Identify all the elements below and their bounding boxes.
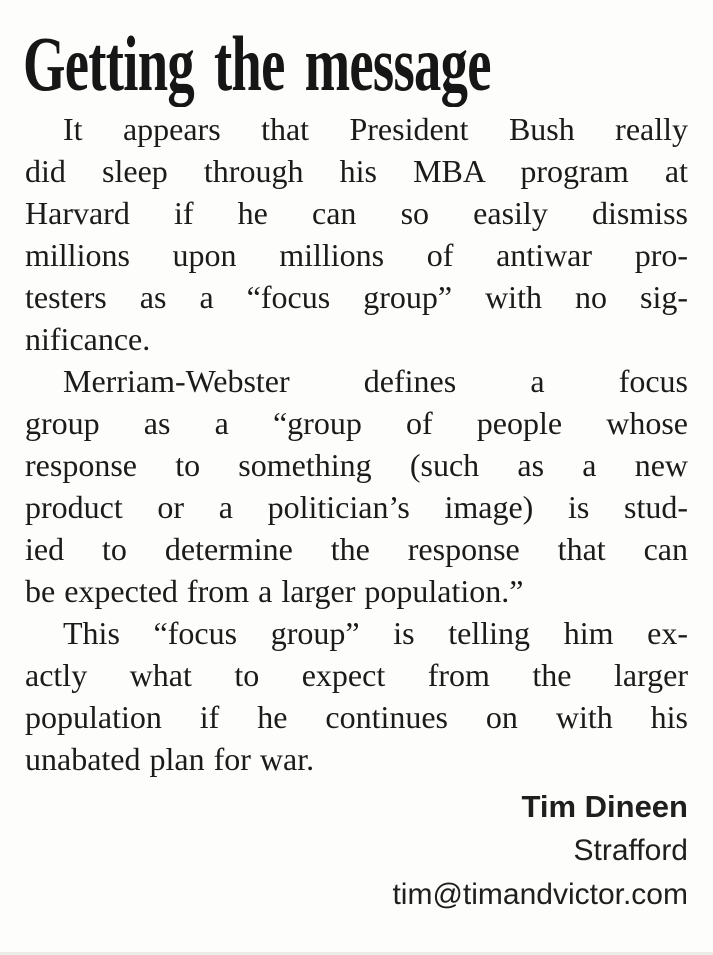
signature-location: Strafford (573, 834, 688, 867)
body-line: product or a politician’s image) is stud- (25, 489, 688, 525)
paragraph-2 (25, 360, 688, 612)
paragraph-1 (25, 108, 688, 360)
headline: Getting the message (23, 20, 491, 107)
signature-email: tim@timandvictor.com (392, 878, 688, 911)
body-line: population if he continues on with his (25, 699, 688, 735)
body-line: millions upon millions of antiwar pro- (25, 237, 688, 273)
body-line: testers as a “focus group” with no sig- (25, 279, 688, 315)
signature-block (25, 784, 688, 917)
body-line: be expected from a larger population.” (25, 573, 524, 609)
letter-article (25, 0, 688, 917)
body-line: This “focus group” is telling him ex- (63, 615, 688, 651)
signature-name: Tim Dineen (521, 789, 688, 824)
body-line: unabated plan for war. (25, 741, 315, 777)
body-line: It appears that President Bush really (63, 111, 688, 147)
body-line: Harvard if he can so easily dismiss (25, 195, 688, 231)
body-line: actly what to expect from the larger (25, 657, 688, 693)
body-line: group as a “group of people whose (25, 405, 688, 441)
body-line: Merriam-Webster defines a focus (63, 363, 688, 399)
paragraph-3 (25, 612, 688, 780)
body-line: nificance. (25, 321, 151, 357)
body-line: response to something (such as a new (25, 447, 688, 483)
body-line: did sleep through his MBA program at (25, 153, 688, 189)
body-line: ied to determine the response that can (25, 531, 688, 567)
